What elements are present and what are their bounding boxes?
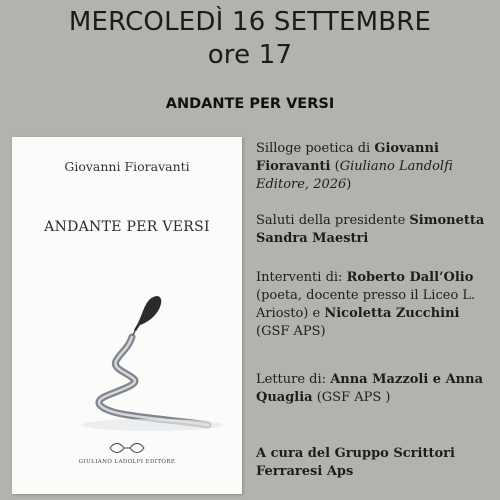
- event-time: ore 17: [207, 40, 293, 70]
- quill-feather-icon: [134, 296, 161, 331]
- quill-path-illustration: [32, 287, 222, 437]
- readings-paragraph: Letture di: Anna Mazzoli e Anna Quaglia (GSF APS ): [256, 372, 483, 405]
- president-name: Simonetta Sandra Maestri: [256, 213, 485, 246]
- cover-publisher: GIULIANO LADOLFI EDITORE: [78, 459, 176, 465]
- greetings-paragraph: Saluti della presidente Simonetta Sandra Maestri: [256, 213, 485, 246]
- cover-title: ANDANTE PER VERSI: [44, 219, 210, 235]
- reader-names: Anna Mazzoli e Anna Quaglia: [256, 372, 483, 405]
- collection-description: Silloge poetica di Giovanni Fioravanti (Giuliano Landolfi Editore, 2026): [256, 141, 453, 192]
- curator-name: A cura del Gruppo Scrittori Ferraresi Aps: [256, 446, 455, 479]
- speaker-name: Nicoletta Zucchini: [324, 306, 460, 321]
- speakers-paragraph: Interventi di: Roberto Dall’Olio (poeta, docente presso il Liceo L. Ariosto) e Nicoletta Zucchini (GSF APS): [256, 270, 476, 339]
- edition-info: Giuliano Landolfi Editore, 2026: [256, 159, 453, 192]
- curator-paragraph: [256, 445, 496, 481]
- event-date: MERCOLEDÌ 16 SETTEMBRE: [68, 7, 432, 37]
- cover-author: Giovanni Fioravanti: [64, 159, 190, 174]
- speaker-name: Roberto Dall’Olio: [346, 270, 474, 285]
- event-title: ANDANTE PER VERSI: [165, 96, 335, 112]
- publisher-logo-icon: [106, 441, 148, 455]
- book-cover: [12, 137, 242, 494]
- author-name: Giovanni Fioravanti: [256, 141, 439, 174]
